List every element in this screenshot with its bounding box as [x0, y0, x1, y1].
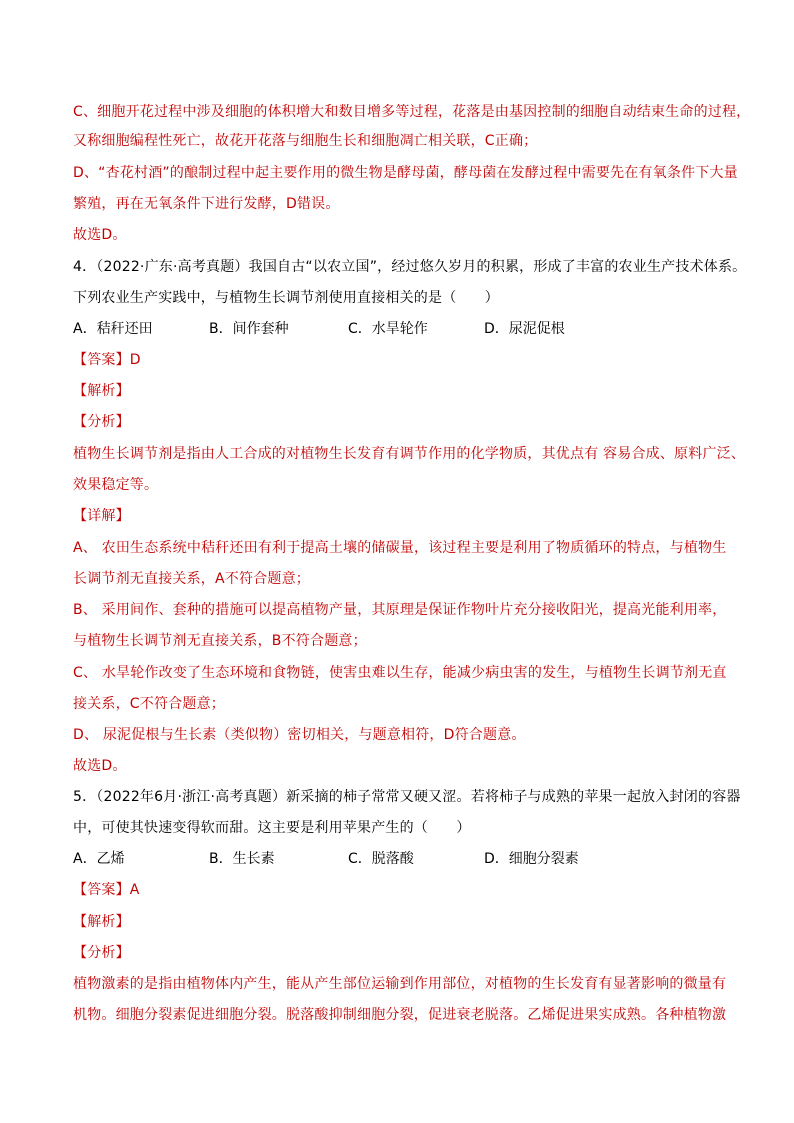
q4-analysis-tag: 【解析】	[73, 383, 130, 399]
q4-conclusion: 故选D。	[73, 758, 127, 774]
q4-option-c: C．水旱轮作	[348, 321, 428, 337]
q4-option-a: A．秸秆还田	[73, 321, 153, 337]
explanation-c-line-2: 又称细胞编程性死亡，故花开花落与细胞生长和细胞凋亡相关联，C正确；	[73, 133, 538, 149]
q4-detail-b-line-1: B、 采用间作、套种的措施可以提高植物产量，其原理是保证作物叶片充分接收阳光，提高光能利用率，	[73, 602, 727, 618]
q4-detail-d-line-1: D、 尿泥促根与生长素（类似物）密切相关，与题意相符，D符合题意。	[73, 727, 526, 743]
q4-stem-line-1: 4．（2022·广东·高考真题）我国自古“以农立国”，经过悠久岁月的积累，形成了丰富的农业生产技术体系。	[73, 259, 747, 275]
explanation-d-line-2: 繁殖，再在无氧条件下进行发酵，D错误。	[73, 196, 340, 212]
q5-options	[73, 849, 773, 869]
q4-detail-b-line-2: 与植物生长调节剂无直接关系，B不符合题意；	[73, 633, 367, 649]
q5-stem-line-2: 中，可使其快速变得软而甜。这主要是利用苹果产生的（ ）	[73, 820, 471, 836]
q5-fenxi-line-2: 机物。细胞分裂素促进细胞分裂。脱落酸抑制细胞分裂，促进衰老脱落。乙烯促进果实成熟。各种植物激	[73, 1007, 727, 1023]
q5-analysis-tag: 【解析】	[73, 914, 130, 930]
q4-detail-c-line-1: C、 水旱轮作改变了生态环境和食物链，使害虫难以生存，能减少病虫害的发生，与植物生长调节剂无直	[73, 665, 727, 681]
q4-detail-c-line-2: 接关系，C不符合题意；	[73, 696, 225, 712]
q4-detail-a-line-2: 长调节剂无直接关系，A不符合题意；	[73, 571, 310, 587]
q4-option-b: B．间作套种	[209, 321, 289, 337]
q5-option-c: C．脱落酸	[348, 851, 414, 867]
explanation-conclusion: 故选D。	[73, 227, 127, 243]
q5-option-b: B．生长素	[209, 851, 275, 867]
q4-answer: 【答案】D	[73, 352, 141, 368]
explanation-d-line-1: D、“杏花村酒”的酿制过程中起主要作用的微生物是酵母菌，酵母菌在发酵过程中需要先在有氧条件下大量	[73, 165, 738, 181]
q4-fenxi-line-1: 植物生长调节剂是指由人工合成的对植物生长发育有调节作用的化学物质，其优点有 容易合成、原料广泛、	[73, 446, 746, 462]
q5-fenxi-line-1: 植物激素的是指由植物体内产生，能从产生部位运输到作用部位，对植物的生长发育有显著影响的微量有	[73, 976, 727, 992]
q4-options	[73, 319, 773, 339]
q5-answer: 【答案】A	[73, 882, 140, 898]
q5-fenxi-tag: 【分析】	[73, 945, 130, 961]
q5-option-d: D．细胞分裂素	[484, 851, 579, 867]
q4-detail-a-line-1: A、 农田生态系统中秸秆还田有利于提高土壤的储碳量，该过程主要是利用了物质循环的特点，与植物生	[73, 540, 727, 556]
explanation-c-line-1: C、细胞开花过程中涉及细胞的体积增大和数目增多等过程，花落是由基因控制的细胞自动结束生命的过程，	[73, 104, 751, 120]
q5-option-a: A．乙烯	[73, 851, 125, 867]
q5-stem-line-1: 5．（2022年6月·浙江·高考真题）新采摘的柿子常常又硬又涩。若将柿子与成熟的苹果一起放入封闭的容器	[73, 789, 741, 805]
q4-fenxi-tag: 【分析】	[73, 414, 130, 430]
q4-detail-tag: 【详解】	[73, 508, 130, 524]
q4-fenxi-line-2: 效果稳定等。	[73, 477, 159, 493]
q4-stem-line-2: 下列农业生产实践中，与植物生长调节剂使用直接相关的是（ ）	[73, 290, 499, 306]
q4-option-d: D．尿泥促根	[484, 321, 565, 337]
